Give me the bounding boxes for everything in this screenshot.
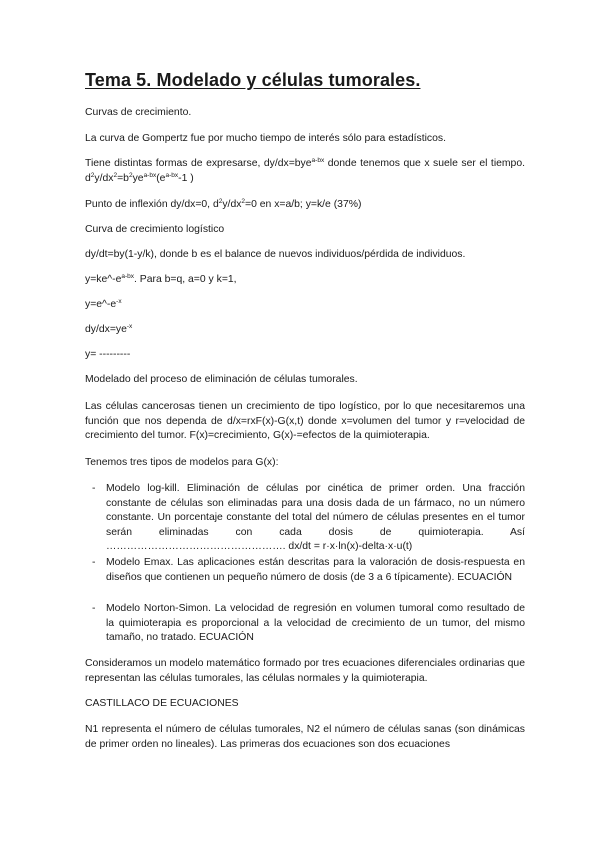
paragraph-logistic-curve: Curva de crecimiento logístico	[85, 224, 225, 235]
list-dash: -	[92, 603, 96, 614]
list-item	[92, 602, 525, 646]
list-dash: -	[92, 483, 96, 494]
superscript: -x	[116, 298, 122, 305]
text-run: =0 en x=a/b; y=k/e (37%)	[245, 199, 362, 210]
paragraph-y-dashes: y= ---------	[85, 349, 131, 360]
superscript: 2	[218, 198, 223, 205]
superscript: 2	[113, 171, 118, 179]
text-run: Tiene distintas formas de expresarse, dy/dx=bye	[85, 158, 312, 169]
superscript: a-bx	[121, 273, 135, 280]
paragraph-gompertz: La curva de Gompertz fue por mucho tiempo de interés sólo para estadísticos.	[85, 133, 446, 144]
list-dash: -	[92, 557, 96, 568]
paragraph-three-models: Tenemos tres tipos de modelos para G(x):	[85, 457, 279, 468]
text-run: Punto de inflexión dy/dx=0, d	[85, 199, 219, 210]
text-run: y/dx	[94, 172, 114, 184]
text-run: y=ke^-e	[85, 274, 122, 285]
paragraph-n1-n2: N1 representa el número de células tumorales, N2 el número de células sanas (son dinámicas de primer orden no lineales). Las primeras dos ecuaciones son dos ecuaciones	[85, 724, 525, 750]
list-item-text: Modelo Norton-Simon. La velocidad de regresión en volumen tumoral como resultado de la quimioterapia es proporcional a la velocidad de crecimiento de un tumor, del mismo tamaño, no tratado. ECUACIÓN	[106, 603, 525, 643]
paragraph-dy-dx	[85, 323, 525, 338]
list-item	[92, 556, 525, 600]
list-item-text: Modelo Emax. Las aplicaciones están descritas para la valoración de dosis-respuesta en diseños que contienen un pequeño número de dosis (de 3 a 6 típicamente). ECUACIÓN	[106, 557, 525, 583]
text-run: dy/dx=ye	[85, 324, 127, 335]
text-run: ye	[132, 172, 144, 184]
superscript: 2	[128, 171, 133, 179]
superscript: 2	[241, 198, 246, 205]
paragraph-logistic-equation: dy/dt=by(1-y/k), donde b es el balance de nuevos individuos/pérdida de individuos.	[85, 249, 466, 260]
paragraph-cancer-cells: Las células cancerosas tienen un crecimiento de tipo logístico, por lo que necesitaremos una función que nos dependa de d/x=rxF(x)-G(x,t) donde x=volumen del tumor y r=velocidad de crecimiento del tumor. F(x)=crecimiento, G(x)-=efectos de la quimioterapia.	[85, 401, 525, 441]
paragraph-growth-curves: Curvas de crecimiento.	[85, 107, 192, 118]
text-run: donde tenemos que x suele ser el tiempo. d	[85, 158, 526, 184]
paragraph-equations-heading: CASTILLACO DE ECUACIONES	[85, 698, 239, 709]
text-run: =b	[117, 172, 129, 184]
text-run: y=e^-e	[85, 299, 117, 310]
list-item-text: Modelo log-kill. Eliminación de células por cinética de primer orden. Una fracción constante de células son eliminadas para una dosis dada de un fármaco, no un número constante. Un porcentaje constante del total del número de células presentes en el tumor serán eliminadas con cada dosis de quimioterapia. Así ……………………………………………. dx/dt = r·x·ln(x)-delta·x·u(t)	[106, 483, 525, 552]
superscript: 2	[90, 171, 95, 179]
text-run: . Para b=q, a=0 y k=1,	[134, 274, 237, 285]
paragraph-gompertz-forms	[85, 157, 525, 186]
superscript: a-bx	[165, 171, 179, 179]
superscript: -x	[126, 323, 133, 330]
superscript: a-bx	[143, 171, 157, 179]
paragraph-y-ke	[85, 273, 525, 288]
text-run: -1 )	[178, 172, 194, 184]
paragraph-elimination-model: Modelado del proceso de eliminación de células tumorales.	[85, 374, 358, 385]
paragraph-math-model: Consideramos un modelo matemático formado por tres ecuaciones diferenciales ordinarias que representan las células tumorales, las células normales y la quimioterapia.	[85, 658, 525, 684]
paragraph-y-e	[85, 298, 525, 313]
page-title: Tema 5. Modelado y células tumorales.	[85, 70, 421, 90]
text-run: (e	[156, 172, 166, 184]
paragraph-inflection-point	[85, 198, 525, 213]
superscript: a-bx	[311, 157, 325, 164]
text-run: y/dx	[222, 199, 242, 210]
list-item	[92, 482, 525, 554]
